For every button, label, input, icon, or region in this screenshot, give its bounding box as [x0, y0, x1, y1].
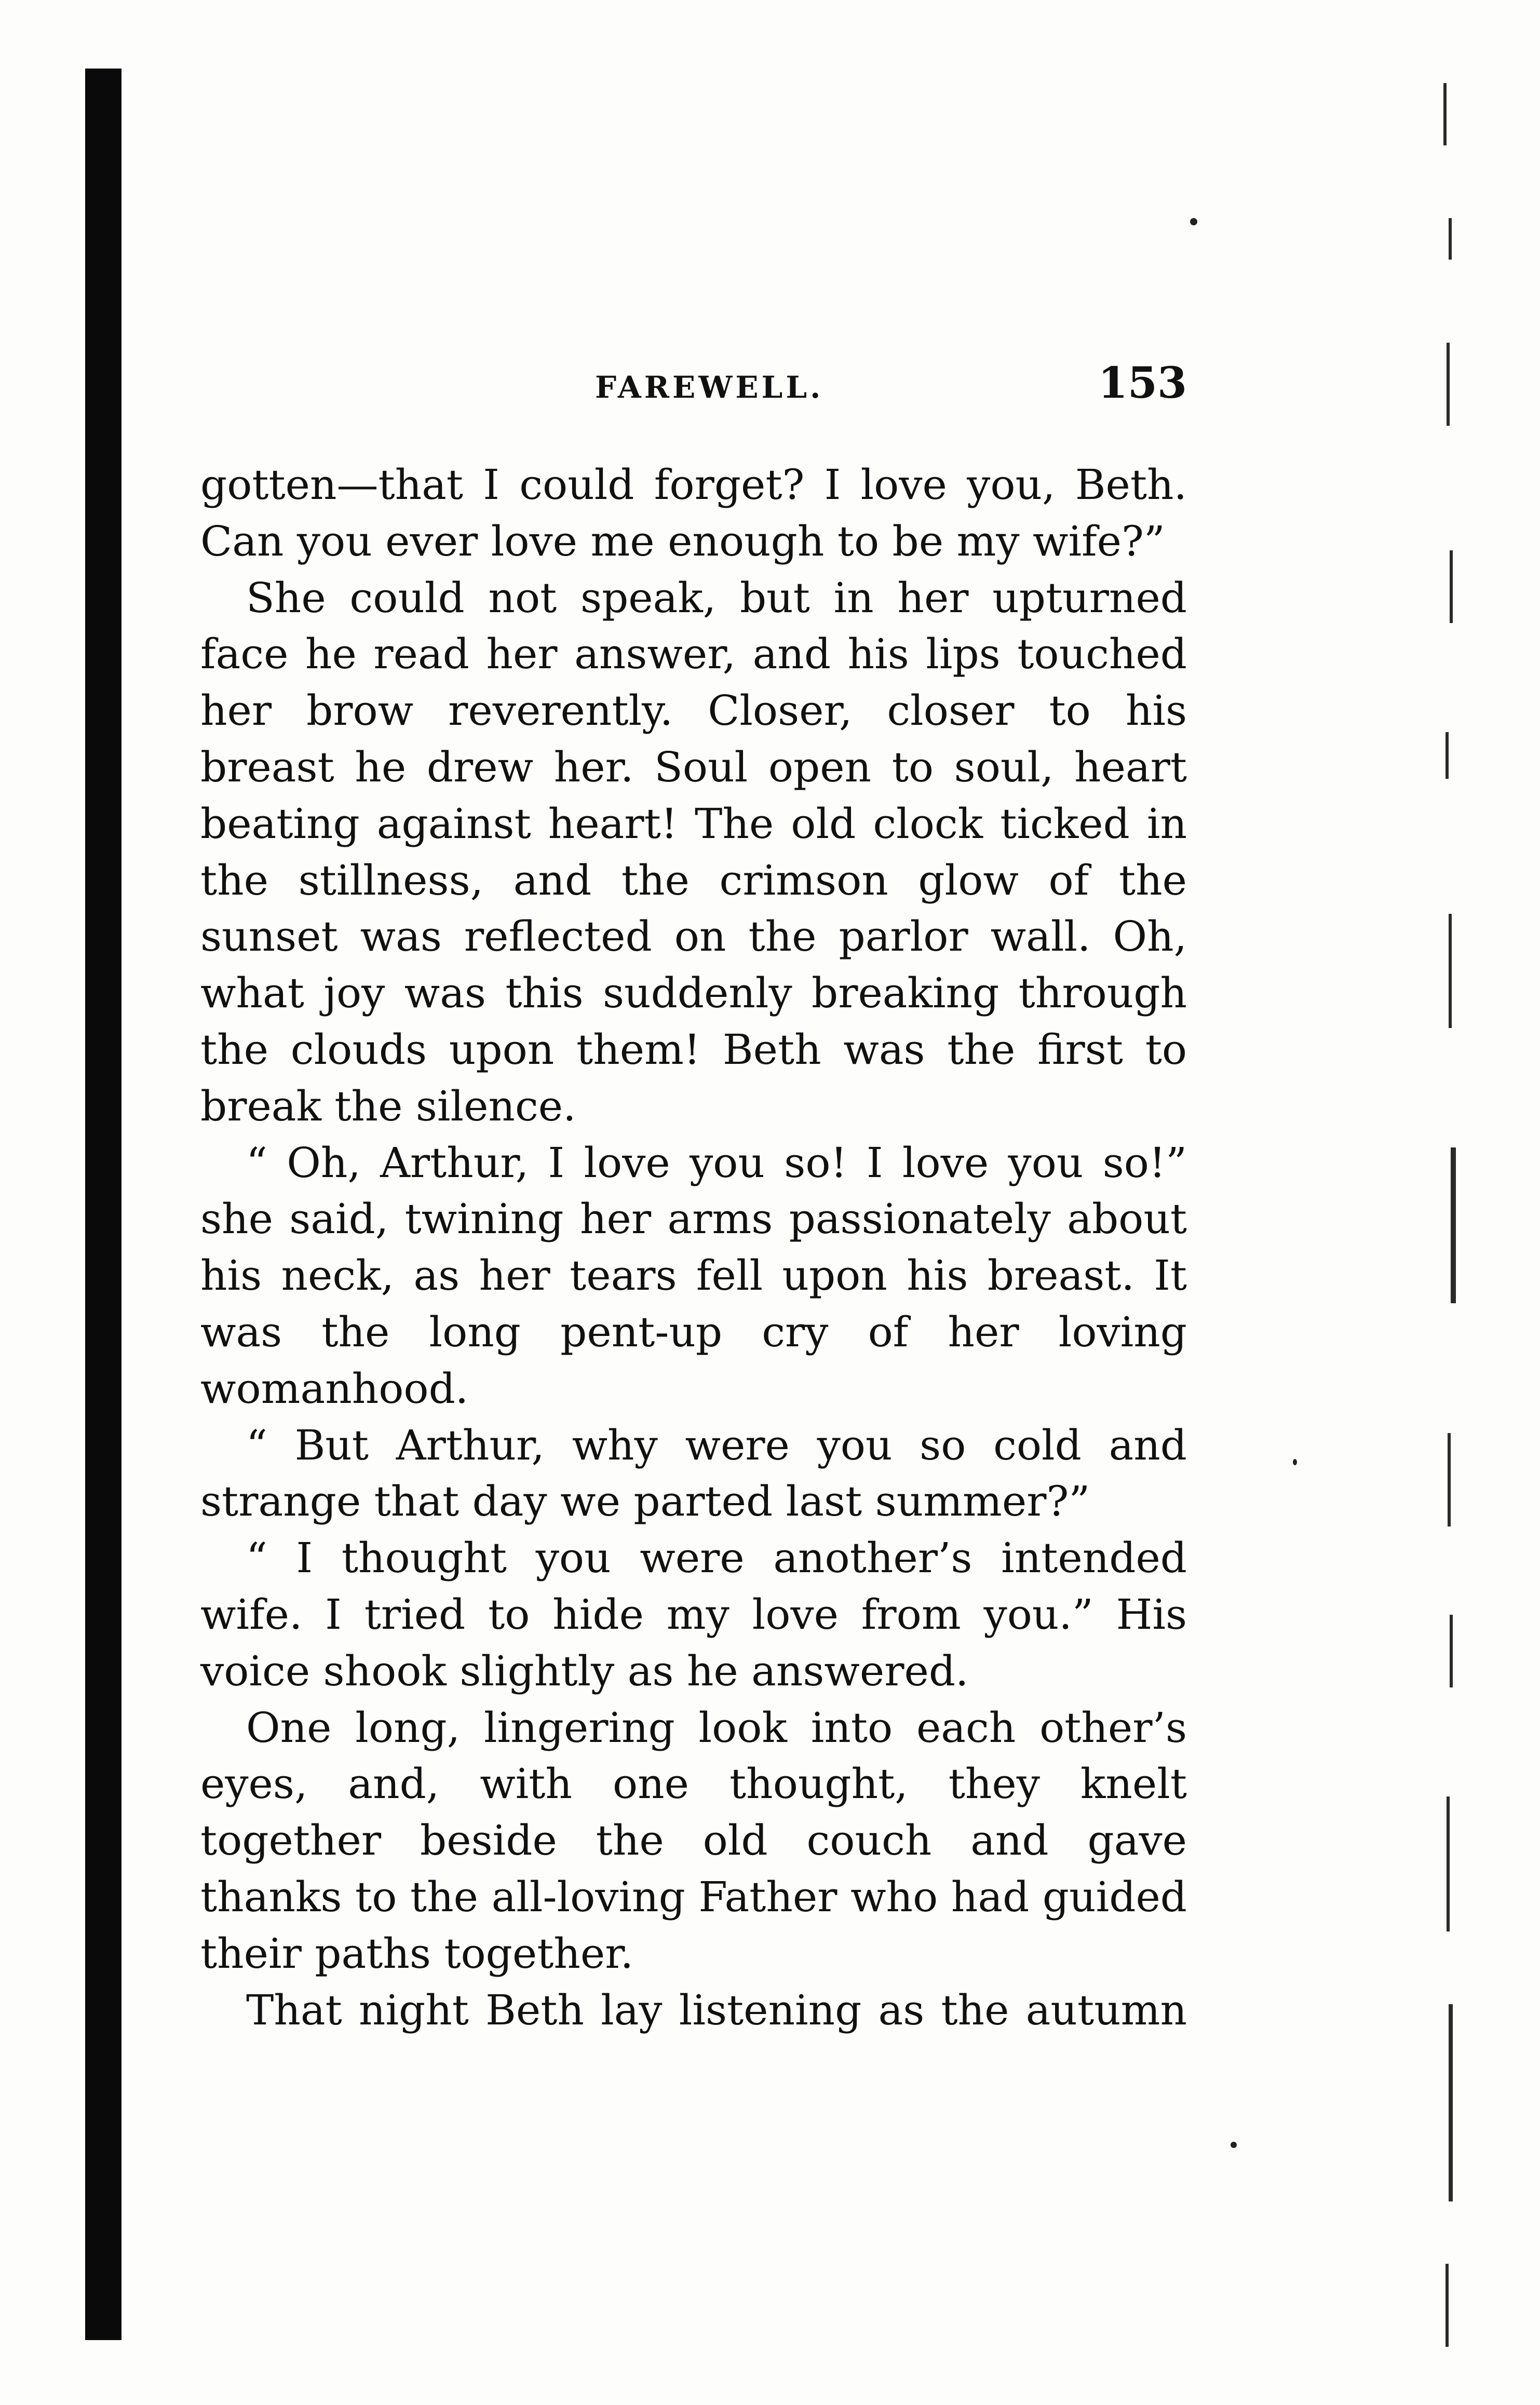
page-header [200, 358, 1187, 421]
ink-speck [1231, 2142, 1237, 2148]
ink-speck [1293, 1459, 1297, 1465]
binding-shadow [85, 69, 121, 2340]
paragraph: She could not speak, but in her upturned face he read her answer, and his lips touched her brow reverently. Closer, closer to his breast he drew her. Soul open to soul, heart beating against heart! The old clock ticked in the stillness, and the crimson glow of the sunset was reflected on the parlor wall. Oh, what joy was this suddenly breaking through the clouds upon them! Beth was the first to break the silence. [200, 573, 1187, 1130]
paragraph: That night Beth lay listening as the autumn [246, 1985, 1187, 2034]
page-number: 153 [1098, 358, 1187, 408]
body-text [200, 457, 1187, 2038]
paragraph: “ But Arthur, why were you so cold and strange that day we parted last summer?” [200, 1421, 1187, 1526]
paragraph: “ Oh, Arthur, I love you so! I love you so!” she said, twining her arms passionately about his neck, as her tears fell upon his breast. It was the long pent-up cry of her loving womanhood. [200, 1138, 1187, 1413]
running-head: FAREWELL. [595, 370, 824, 405]
page-edge-marks [1443, 83, 1475, 2352]
paragraph: gotten—that I could forget? I love you, Beth. Can you ever love me enough to be my wife?” [200, 461, 1187, 565]
ink-speck [1190, 218, 1197, 225]
paragraph: One long, lingering look into each other’s eyes, and, with one thought, they knelt together beside the old couch and gave thanks to the all-loving Father who had guided their paths together. [200, 1703, 1187, 1978]
paragraph: “ I thought you were another’s intended wife. I tried to hide my love from you.” His voice shook slightly as he answered. [200, 1534, 1187, 1695]
